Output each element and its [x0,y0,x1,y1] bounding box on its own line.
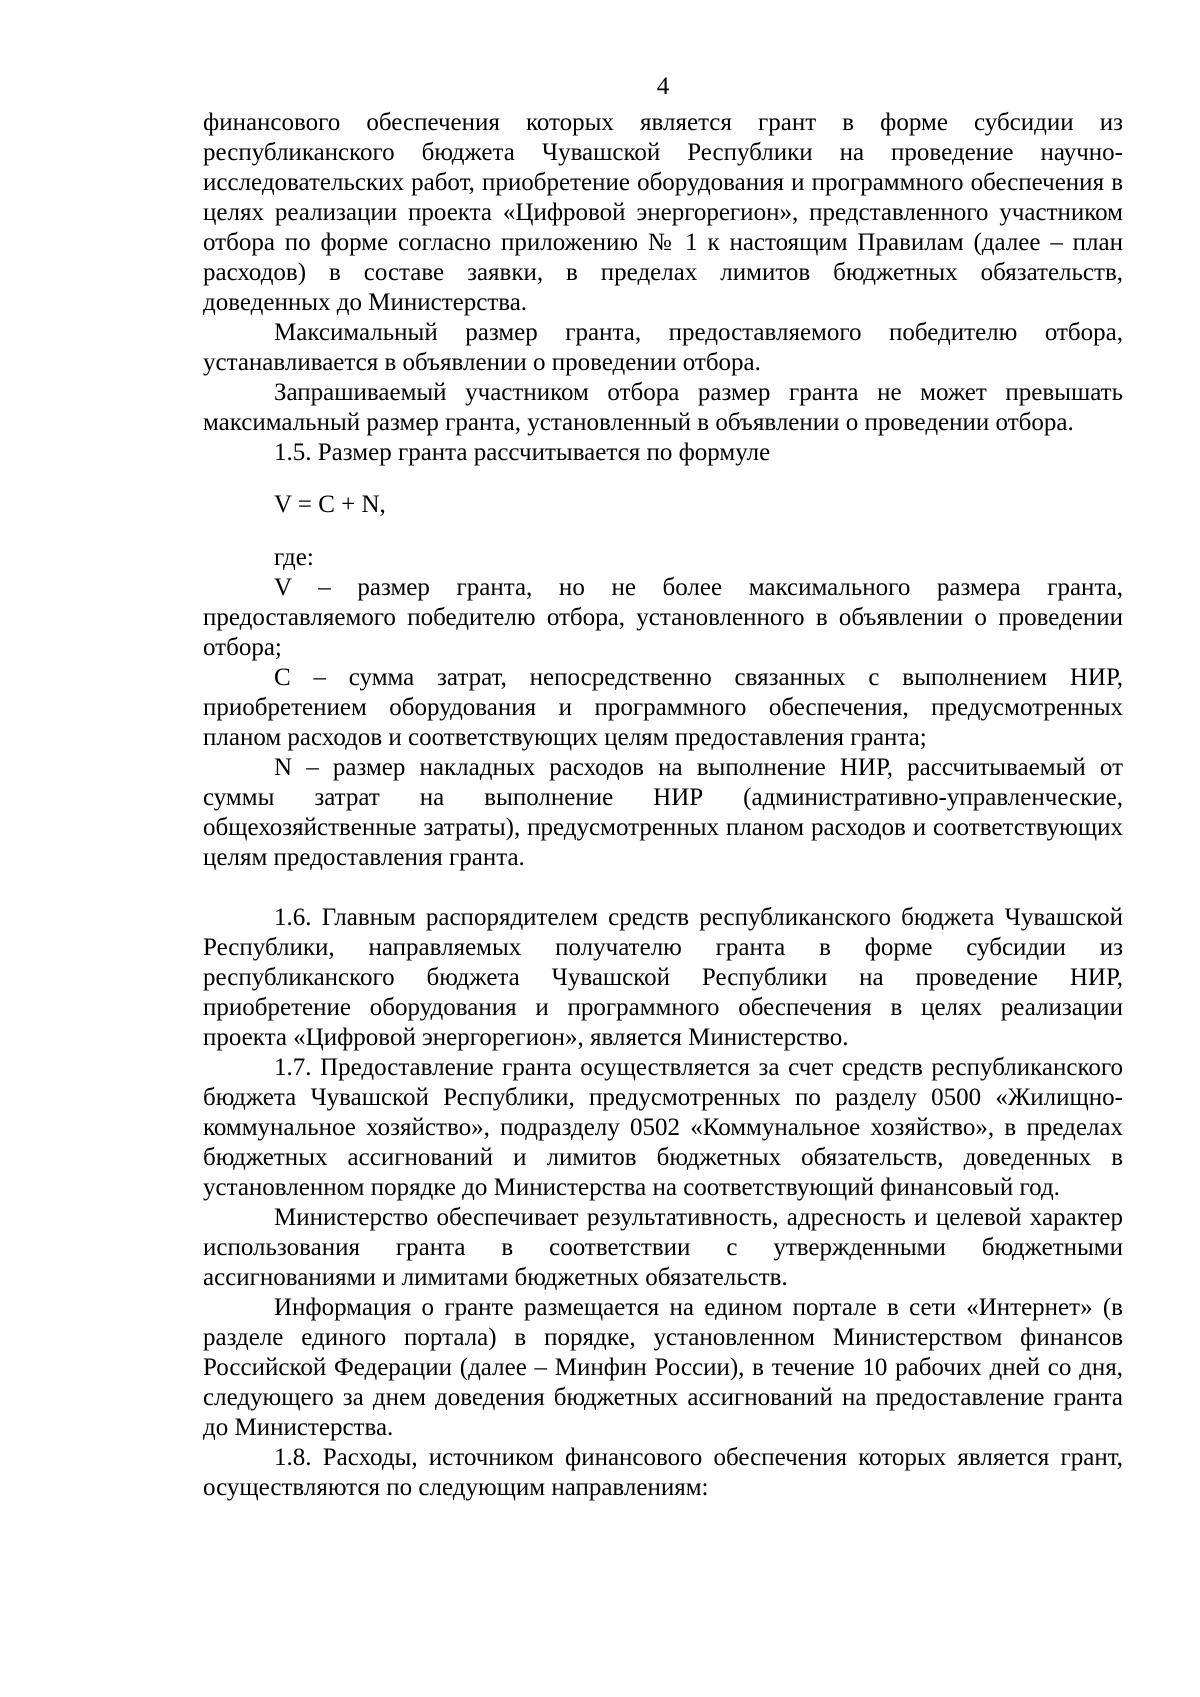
paragraph-1-8: 1.8. Расходы, источником финансового обеспечения которых является грант, осуществляются по следующим направлениям: [203,1444,1123,1501]
definition-n: N – размер накладных расходов на выполнение НИР, рассчитываемый от суммы затрат на выполнение НИР (административно-управленческие, общехозяйственные затраты), предусмотренных планом расходов и соответствующих целям предоставления гранта. [203,754,1123,871]
paragraph-max-grant: Максимальный размер гранта, предоставляемого победителю отбора, устанавливается в объявлении о проведении отбора. [203,319,1123,376]
paragraph-grant-info: Информация о гранте размещается на едином портале в сети «Интернет» (в разделе единого портала) в порядке, установленном Министерством финансов Российской Федерации (далее – Минфин России), в течение 10 рабочих дней со дня, следующего за днем доведения бюджетных ассигнований на предоставление гранта до Министерства. [203,1294,1123,1441]
definition-v: V – размер гранта, но не более максимального размера гранта, предоставляемого победителю отбора, установленного в объявлении о проведении отбора; [203,574,1123,661]
grant-formula: V = C + N, [274,491,386,518]
paragraph-1-5: 1.5. Размер гранта рассчитывается по формуле [274,439,771,466]
paragraph-1-7: 1.7. Предоставление гранта осуществляется за счет средств республиканского бюджета Чувашской Республики, предусмотренных по разделу 0500 «Жилищно-коммунальное хозяйство», подразделу 0502 «Коммунальное хозяйство», в пределах бюджетных ассигнований и лимитов бюджетных обязательств, доведенных в установленном порядке до Министерства на соответствующий финансовый год. [203,1054,1123,1201]
document-page [203,72,1123,1503]
page-number: 4 [656,73,670,100]
paragraph-1-6: 1.6. Главным распорядителем средств республиканского бюджета Чувашской Республики, направляемых получателю гранта в форме субсидии из республиканского бюджета Чувашской Республики на проведение НИР, приобретение оборудования и программного обеспечения в целях реализации проекта «Цифровой энергорегион», является Министерство. [203,904,1123,1051]
paragraph-funding: финансового обеспечения которых является грант в форме субсидии из республиканского бюджета Чувашской Республики на проведение научно-исследовательских работ, приобретение оборудования и программного обеспечения в целях реализации проекта «Цифровой энергорегион», представленного участником отбора по форме согласно приложению № 1 к настоящим Правилам (далее – план расходов) в составе заявки, в пределах лимитов бюджетных обязательств, доведенных до Министерства. [203,109,1123,316]
paragraph-ministry-ensures: Министерство обеспечивает результативность, адресность и целевой характер использования гранта в соответствии с утвержденными бюджетными ассигнованиями и лимитами бюджетных обязательств. [203,1204,1123,1291]
where-label: где: [274,544,314,571]
paragraph-requested-grant: Запрашиваемый участником отбора размер гранта не может превышать максимальный размер гранта, установленный в объявлении о проведении отбора. [203,379,1123,436]
definition-c: C – сумма затрат, непосредственно связанных с выполнением НИР, приобретением оборудования и программного обеспечения, предусмотренных планом расходов и соответствующих целям предоставления гранта; [203,664,1123,751]
